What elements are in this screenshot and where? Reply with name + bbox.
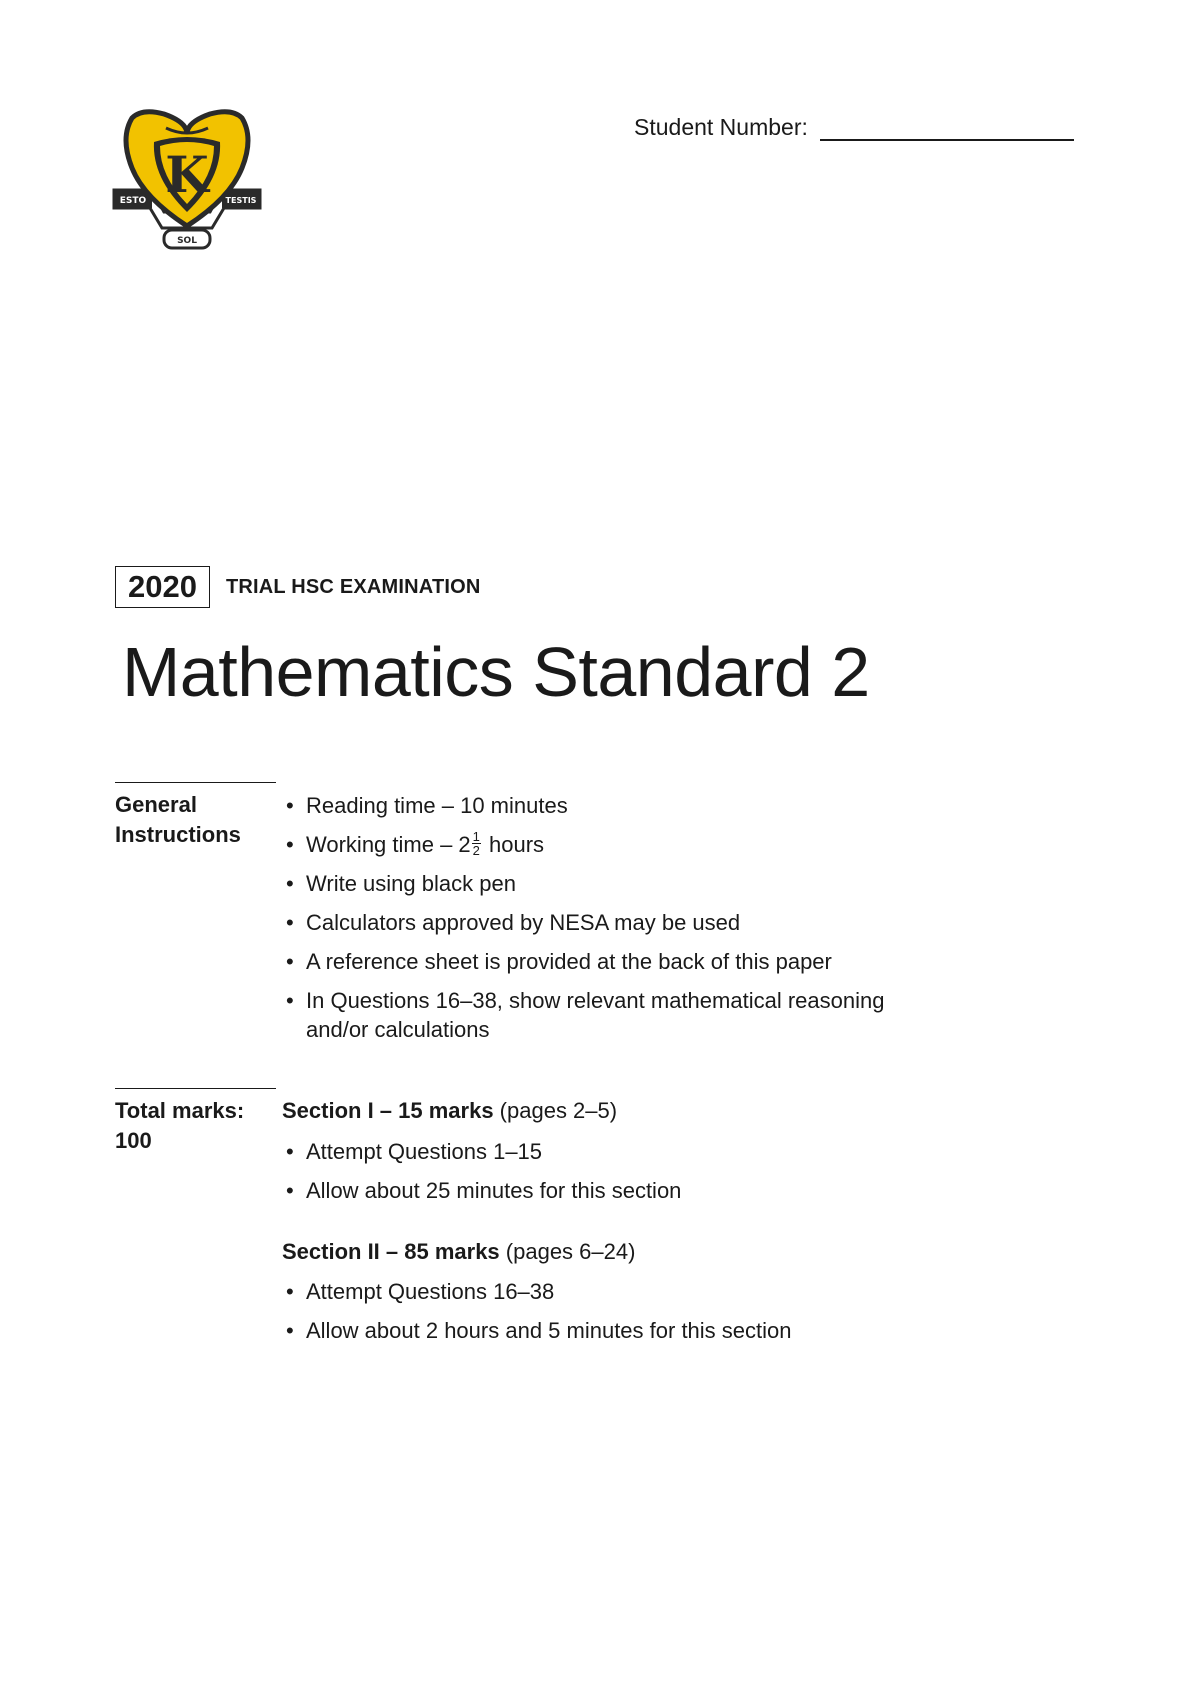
list-item: • Attempt Questions 16–38 [282, 1277, 792, 1306]
exam-header [115, 566, 481, 608]
divider-total-marks [115, 1088, 276, 1089]
motto-bottom: SOL [177, 236, 197, 246]
motto-right: TESTIS [225, 196, 257, 205]
divider-general-instructions [115, 782, 276, 783]
crest-letter: K [165, 145, 209, 204]
general-instructions-label-line1: General [115, 792, 197, 817]
list-item: • Allow about 25 minutes for this section [282, 1176, 681, 1205]
section-2-title: Section II – 85 marks [282, 1239, 500, 1264]
reasoning-line1: In Questions 16–38, show relevant mathematical reasoning [306, 988, 885, 1013]
student-number-label: Student Number: [634, 114, 808, 140]
exam-type-label: TRIAL HSC EXAMINATION [225, 575, 481, 598]
fraction-denominator: 2 [472, 842, 480, 858]
list-item: • Write using black pen [282, 869, 884, 898]
list-item: • Reading time – 10 minutes [282, 791, 884, 820]
general-instructions-list [282, 791, 884, 1044]
list-item-reasoning [282, 986, 884, 1044]
student-number-field [634, 114, 1074, 141]
fraction-numerator: 1 [472, 828, 480, 844]
section-2-pages: (pages 6–24) [499, 1239, 636, 1264]
school-crest-logo [112, 108, 262, 256]
list-item: • Calculators approved by NESA may be used [282, 908, 884, 937]
list-item-working-time [282, 830, 884, 859]
list-item: • Allow about 2 hours and 5 minutes for this section [282, 1316, 792, 1345]
total-marks-value: 100 [115, 1128, 152, 1153]
section-1-heading [282, 1096, 617, 1126]
total-marks-label-line1: Total marks: [115, 1098, 245, 1123]
section-1-title: Section I – 15 marks [282, 1098, 494, 1123]
section-1-pages: (pages 2–5) [493, 1098, 618, 1123]
half-fraction [472, 830, 481, 857]
list-item: • Attempt Questions 1–15 [282, 1137, 681, 1166]
working-time-prefix: Working time – 2 [306, 832, 471, 857]
list-item: • A reference sheet is provided at the back of this paper [282, 947, 884, 976]
general-instructions-label [115, 790, 241, 850]
crest-graphic [112, 108, 262, 256]
motto-left: ESTO [119, 196, 147, 206]
page-title: Mathematics Standard 2 [122, 633, 870, 711]
section-2-heading [282, 1237, 635, 1267]
working-time-suffix: hours [482, 832, 545, 857]
section-1-list [282, 1137, 681, 1215]
total-marks-label [115, 1096, 244, 1156]
reasoning-line2: and/or calculations [306, 1017, 490, 1042]
exam-year-box: 2020 [115, 566, 210, 608]
student-number-blank[interactable] [820, 117, 1074, 141]
section-2-list [282, 1277, 792, 1355]
general-instructions-label-line2: Instructions [115, 822, 241, 847]
